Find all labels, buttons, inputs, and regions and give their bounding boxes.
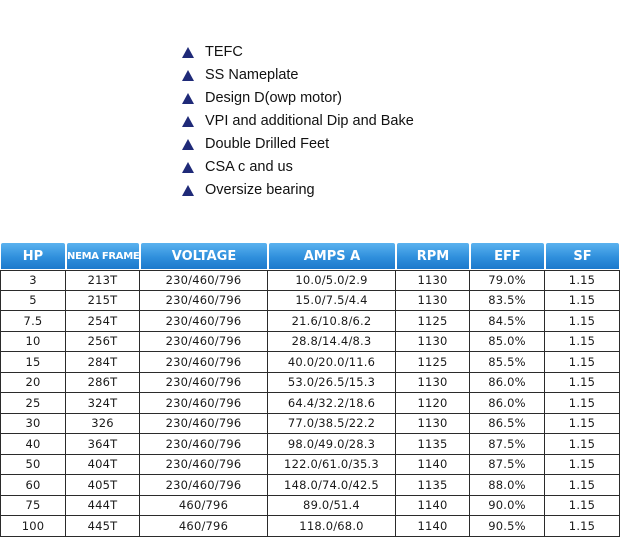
feature-text: Double Drilled Feet bbox=[205, 136, 330, 152]
cell-hp: 100 bbox=[0, 516, 66, 537]
triangle-bullet-icon bbox=[182, 185, 194, 196]
cell-sf: 1.15 bbox=[545, 352, 620, 373]
cell-hp: 3 bbox=[0, 270, 66, 291]
cell-amps: 64.4/32.2/18.6 bbox=[268, 393, 396, 414]
cell-nema-frame: 284T bbox=[66, 352, 140, 373]
cell-sf: 1.15 bbox=[545, 291, 620, 312]
table-row bbox=[0, 475, 620, 496]
cell-sf: 1.15 bbox=[545, 455, 620, 476]
cell-voltage: 230/460/796 bbox=[140, 291, 268, 312]
cell-amps: 28.8/14.4/8.3 bbox=[268, 332, 396, 353]
cell-rpm: 1135 bbox=[396, 434, 470, 455]
cell-eff: 87.5% bbox=[470, 434, 545, 455]
table-row bbox=[0, 455, 620, 476]
triangle-bullet-icon bbox=[182, 93, 194, 104]
feature-text: Design D(owp motor) bbox=[205, 90, 342, 106]
motor-spec-table bbox=[0, 242, 620, 537]
cell-nema-frame: 213T bbox=[66, 270, 140, 291]
cell-nema-frame: 326 bbox=[66, 414, 140, 435]
cell-sf: 1.15 bbox=[545, 332, 620, 353]
feature-text: CSA c and us bbox=[205, 159, 293, 175]
cell-voltage: 460/796 bbox=[140, 496, 268, 517]
cell-eff: 84.5% bbox=[470, 311, 545, 332]
cell-hp: 25 bbox=[0, 393, 66, 414]
table-body bbox=[0, 270, 620, 537]
header-hp: HP bbox=[0, 242, 66, 270]
feature-item bbox=[182, 41, 414, 64]
cell-voltage: 230/460/796 bbox=[140, 332, 268, 353]
feature-item bbox=[182, 133, 414, 156]
cell-sf: 1.15 bbox=[545, 393, 620, 414]
triangle-bullet-icon bbox=[182, 162, 194, 173]
cell-rpm: 1135 bbox=[396, 475, 470, 496]
cell-eff: 85.0% bbox=[470, 332, 545, 353]
cell-amps: 10.0/5.0/2.9 bbox=[268, 270, 396, 291]
cell-amps: 15.0/7.5/4.4 bbox=[268, 291, 396, 312]
cell-nema-frame: 445T bbox=[66, 516, 140, 537]
feature-item bbox=[182, 87, 414, 110]
cell-amps: 40.0/20.0/11.6 bbox=[268, 352, 396, 373]
feature-item bbox=[182, 110, 414, 133]
cell-amps: 122.0/61.0/35.3 bbox=[268, 455, 396, 476]
header-voltage: VOLTAGE bbox=[140, 242, 268, 270]
cell-nema-frame: 444T bbox=[66, 496, 140, 517]
cell-voltage: 460/796 bbox=[140, 516, 268, 537]
table-row bbox=[0, 434, 620, 455]
triangle-bullet-icon bbox=[182, 70, 194, 81]
cell-amps: 148.0/74.0/42.5 bbox=[268, 475, 396, 496]
cell-sf: 1.15 bbox=[545, 311, 620, 332]
cell-nema-frame: 215T bbox=[66, 291, 140, 312]
cell-rpm: 1130 bbox=[396, 373, 470, 394]
cell-voltage: 230/460/796 bbox=[140, 373, 268, 394]
cell-rpm: 1130 bbox=[396, 270, 470, 291]
table-row bbox=[0, 311, 620, 332]
table-row bbox=[0, 352, 620, 373]
cell-eff: 86.0% bbox=[470, 393, 545, 414]
cell-sf: 1.15 bbox=[545, 270, 620, 291]
cell-hp: 50 bbox=[0, 455, 66, 476]
cell-hp: 10 bbox=[0, 332, 66, 353]
table-row bbox=[0, 373, 620, 394]
cell-amps: 98.0/49.0/28.3 bbox=[268, 434, 396, 455]
table-row bbox=[0, 516, 620, 537]
cell-nema-frame: 286T bbox=[66, 373, 140, 394]
cell-rpm: 1140 bbox=[396, 516, 470, 537]
table-row bbox=[0, 291, 620, 312]
cell-sf: 1.15 bbox=[545, 414, 620, 435]
cell-voltage: 230/460/796 bbox=[140, 311, 268, 332]
cell-sf: 1.15 bbox=[545, 516, 620, 537]
cell-amps: 53.0/26.5/15.3 bbox=[268, 373, 396, 394]
cell-voltage: 230/460/796 bbox=[140, 434, 268, 455]
header-eff: EFF bbox=[470, 242, 545, 270]
cell-rpm: 1130 bbox=[396, 332, 470, 353]
cell-voltage: 230/460/796 bbox=[140, 352, 268, 373]
cell-hp: 5 bbox=[0, 291, 66, 312]
cell-hp: 15 bbox=[0, 352, 66, 373]
header-sf: SF bbox=[545, 242, 620, 270]
cell-amps: 118.0/68.0 bbox=[268, 516, 396, 537]
table-header-row bbox=[0, 242, 620, 270]
cell-nema-frame: 364T bbox=[66, 434, 140, 455]
cell-sf: 1.15 bbox=[545, 373, 620, 394]
cell-amps: 77.0/38.5/22.2 bbox=[268, 414, 396, 435]
feature-text: VPI and additional Dip and Bake bbox=[205, 113, 414, 129]
cell-eff: 79.0% bbox=[470, 270, 545, 291]
header-amps: AMPS A bbox=[268, 242, 396, 270]
header-rpm: RPM bbox=[396, 242, 470, 270]
cell-hp: 7.5 bbox=[0, 311, 66, 332]
table-row bbox=[0, 393, 620, 414]
cell-eff: 88.0% bbox=[470, 475, 545, 496]
cell-amps: 21.6/10.8/6.2 bbox=[268, 311, 396, 332]
cell-rpm: 1120 bbox=[396, 393, 470, 414]
feature-item bbox=[182, 64, 414, 87]
cell-rpm: 1130 bbox=[396, 291, 470, 312]
cell-hp: 30 bbox=[0, 414, 66, 435]
table-row bbox=[0, 414, 620, 435]
cell-voltage: 230/460/796 bbox=[140, 455, 268, 476]
cell-eff: 86.5% bbox=[470, 414, 545, 435]
cell-voltage: 230/460/796 bbox=[140, 270, 268, 291]
cell-nema-frame: 254T bbox=[66, 311, 140, 332]
feature-list bbox=[182, 41, 414, 202]
triangle-bullet-icon bbox=[182, 116, 194, 127]
cell-eff: 90.0% bbox=[470, 496, 545, 517]
cell-nema-frame: 404T bbox=[66, 455, 140, 476]
cell-eff: 90.5% bbox=[470, 516, 545, 537]
triangle-bullet-icon bbox=[182, 139, 194, 150]
table-row bbox=[0, 496, 620, 517]
cell-rpm: 1125 bbox=[396, 311, 470, 332]
cell-eff: 86.0% bbox=[470, 373, 545, 394]
cell-voltage: 230/460/796 bbox=[140, 475, 268, 496]
header-nema-frame: NEMA FRAME bbox=[66, 242, 140, 270]
feature-item bbox=[182, 156, 414, 179]
cell-voltage: 230/460/796 bbox=[140, 393, 268, 414]
table-row bbox=[0, 270, 620, 291]
cell-rpm: 1140 bbox=[396, 496, 470, 517]
feature-item bbox=[182, 179, 414, 202]
cell-hp: 40 bbox=[0, 434, 66, 455]
cell-eff: 83.5% bbox=[470, 291, 545, 312]
cell-sf: 1.15 bbox=[545, 434, 620, 455]
cell-eff: 87.5% bbox=[470, 455, 545, 476]
table-row bbox=[0, 332, 620, 353]
triangle-bullet-icon bbox=[182, 47, 194, 58]
cell-sf: 1.15 bbox=[545, 496, 620, 517]
cell-nema-frame: 324T bbox=[66, 393, 140, 414]
cell-rpm: 1125 bbox=[396, 352, 470, 373]
cell-hp: 75 bbox=[0, 496, 66, 517]
cell-rpm: 1130 bbox=[396, 414, 470, 435]
cell-rpm: 1140 bbox=[396, 455, 470, 476]
feature-text: SS Nameplate bbox=[205, 67, 299, 83]
feature-text: TEFC bbox=[205, 44, 243, 60]
cell-nema-frame: 256T bbox=[66, 332, 140, 353]
cell-hp: 20 bbox=[0, 373, 66, 394]
cell-voltage: 230/460/796 bbox=[140, 414, 268, 435]
cell-sf: 1.15 bbox=[545, 475, 620, 496]
cell-nema-frame: 405T bbox=[66, 475, 140, 496]
cell-hp: 60 bbox=[0, 475, 66, 496]
feature-text: Oversize bearing bbox=[205, 182, 315, 198]
cell-amps: 89.0/51.4 bbox=[268, 496, 396, 517]
cell-eff: 85.5% bbox=[470, 352, 545, 373]
